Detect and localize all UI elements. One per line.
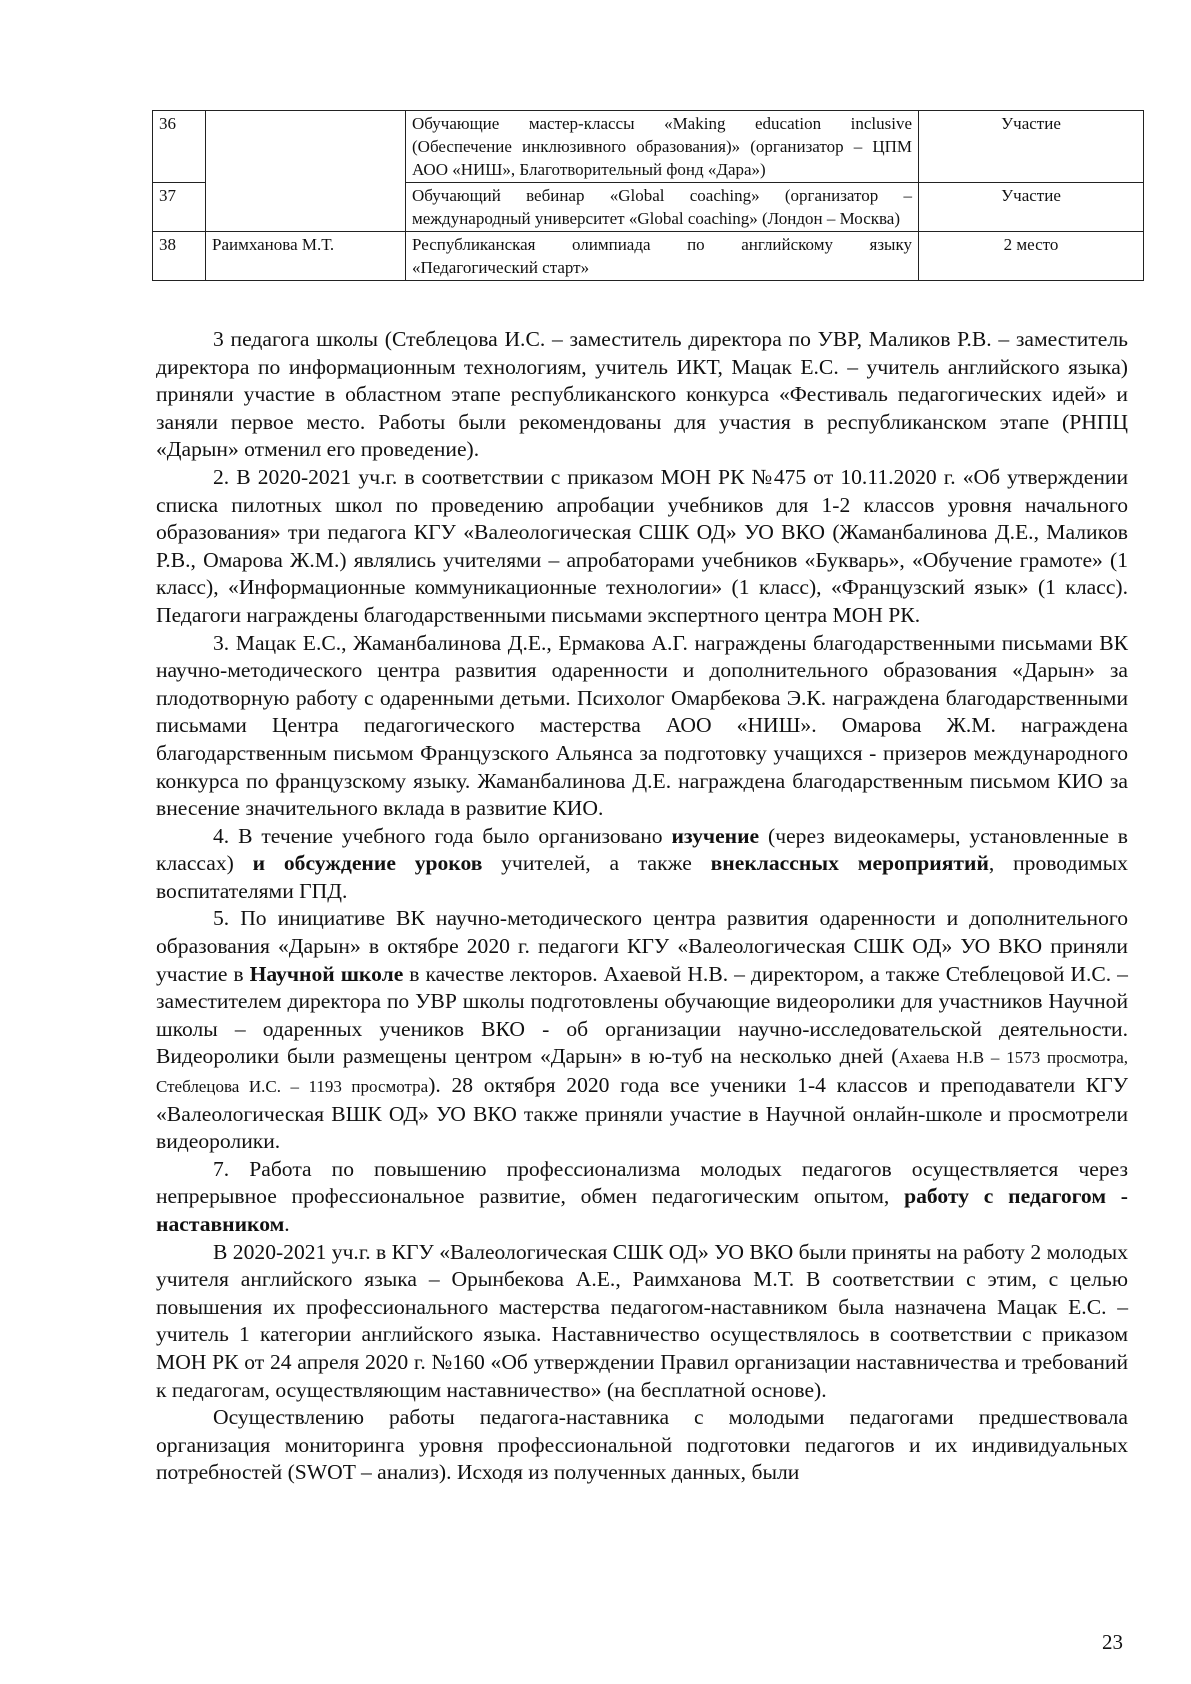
table-row [153,232,1144,281]
paragraph-science-school [156,905,1128,1155]
text-run: (через видеокамеры, установленные в классах) [156,823,1128,876]
table-row [153,111,1144,183]
page-number: 23 [1102,1630,1123,1654]
text-run: 7. Работа по повышению профессионализма молодых педагогов осуществляется через непрерывное профессиональное развитие, обмен педагогическим опытом, [156,1156,1128,1209]
text-run: , проводимых воспитателями ГПД. [156,851,1128,903]
events-table [152,110,1144,281]
body-text [156,326,1128,1487]
views-note: Ахаева Н.В – 1573 просмотра, Стеблецова И.С. – 1193 просмотра [156,1048,1129,1097]
row-number: 38 [153,232,206,281]
paragraph-lesson-study [156,823,1128,906]
bold-text: и обсуждение уроков [252,851,483,876]
text-run: ). 28 октября 2020 года все ученики 1-4 классов и преподаватели КГУ «Валеологическая ВШК ОД» УО ВКО также приняли участие в Научной онлайн-школе и просмотрели видеоролики. [156,1073,1128,1154]
paragraph-approbation: 2. В 2020-2021 уч.г. в соответствии с приказом МОН РК №475 от 10.11.2020 г. «Об утверждении списка пилотных школ по проведению апробации учебников для 1-2 классов уровня начального образования» три педагога КГУ «Валеологическая СШК ОД» УО ВКО (Жаманбалинова Д.Е., Маликов Р.В., Омарова Ж.М.) являлись учителями – апробаторами учебников «Букварь», «Обучение грамоте» (1 класс), «Информационные коммуникационные технологии» (1 класс), «Французский язык» (1 класс). Педагоги награждены благодарственными письмами экспертного центра МОН РК. [156,464,1128,627]
teacher-cell [206,111,406,232]
result-cell: Участие [919,183,1144,232]
event-cell: Республиканская олимпиада по английскому языку «Педагогический старт» [406,232,919,281]
paragraph-awards: 3. Мацак Е.С., Жаманбалинова Д.Е., Ермакова А.Г. награждены благодарственными письмами ВК научно-методического центра развития одаренности и дополнительного образования «Дарын» за плодотворную работу с одаренными детьми. Психолог Омарбекова Э.К. награждена благодарственными письмами Центра педагогического мастерства АОО «НИШ». Омарова Ж.М. награждена благодарственным письмом Французского Альянса за подготовку учащихся - призеров международного конкурса по французскому языку. Жаманбалинова Д.Е. награждена благодарственным письмом КИО за внесение значительного вклада в развитие КИО. [156,630,1128,821]
event-cell: Обучающий вебинар «Global coaching» (организатор – международный университет «Global coaching» (Лондон – Москва) [406,183,919,232]
result-cell: Участие [919,111,1144,183]
bold-text: работу с педагогом - наставником [156,1184,1128,1236]
teacher-cell: Раимханова М.Т. [206,232,406,281]
bold-text: Научной школе [249,961,404,986]
text-run: . [284,1212,290,1236]
paragraph-festival: 3 педагога школы (Стеблецова И.С. – заместитель директора по УВР, Маликов Р.В. – заместитель директора по информационным технологиям, учитель ИКТ, Мацак Е.С. – учитель английского языка) приняли участие в областном этапе республиканского конкурса «Фестиваль педагогических идей» и заняли первое место. Работы были рекомендованы для участия в республиканском этапе (РНПЦ «Дарын» отменил его проведение). [156,327,1128,462]
text-run: 4. В течение учебного года было организовано [213,823,672,848]
paragraph-mentoring [156,1156,1128,1239]
paragraph-swot: Осуществлению работы педагога-наставника с молодыми педагогами предшествовала организация мониторинга уровня профессиональной подготовки педагогов и их индивидуальных потребностей (SWOT – анализ). Исходя из полученных данных, были [156,1405,1128,1485]
row-number: 36 [153,111,206,183]
bold-text: внеклассных мероприятий [710,851,989,876]
paragraph-young-teachers: В 2020-2021 уч.г. в КГУ «Валеологическая СШК ОД» УО ВКО были приняты на работу 2 молодых учителя английского языка – Орынбекова А.Е., Раимханова М.Т. В соответствии с этим, с целью повышения их профессионального мастерства педагогом-наставником была назначена Мацак Е.С. – учитель 1 категории английского языка. Наставничество осуществлялось в соответствии с приказом МОН РК от 24 апреля 2020 г. №160 «Об утверждении Правил организации наставничества и требований к педагогам, осуществляющим наставничество» (на бесплатной основе). [156,1239,1128,1402]
result-cell: 2 место [919,232,1144,281]
text-run: 5. По инициативе ВК научно-методического центра развития одаренности и дополнительного образования «Дарын» в октябре 2020 г. педагоги КГУ «Валеологическая СШК ОД» УО ВКО приняли участие в [156,906,1128,986]
text-run: в качестве лекторов. Ахаевой Н.В. – директором, а также Стеблецовой И.С. – заместителем директора по УВР школы подготовлены обучающие видеоролики для участников Научной школы – одаренных учеников ВКО - об организации научно-исследовательской деятельности. Видеоролики были размещены центром «Дарын» в ю-туб на несколько дней ( [156,961,1128,1069]
bold-text: изучение [671,823,760,848]
row-number: 37 [153,183,206,232]
text-run: учителей, а также [482,851,711,876]
event-cell: Обучающие мастер-классы «Making education inclusive (Обеспечение инклюзивного образования)» (организатор – ЦПМ АОО «НИШ», Благотворительный фонд «Дара») [406,111,919,183]
